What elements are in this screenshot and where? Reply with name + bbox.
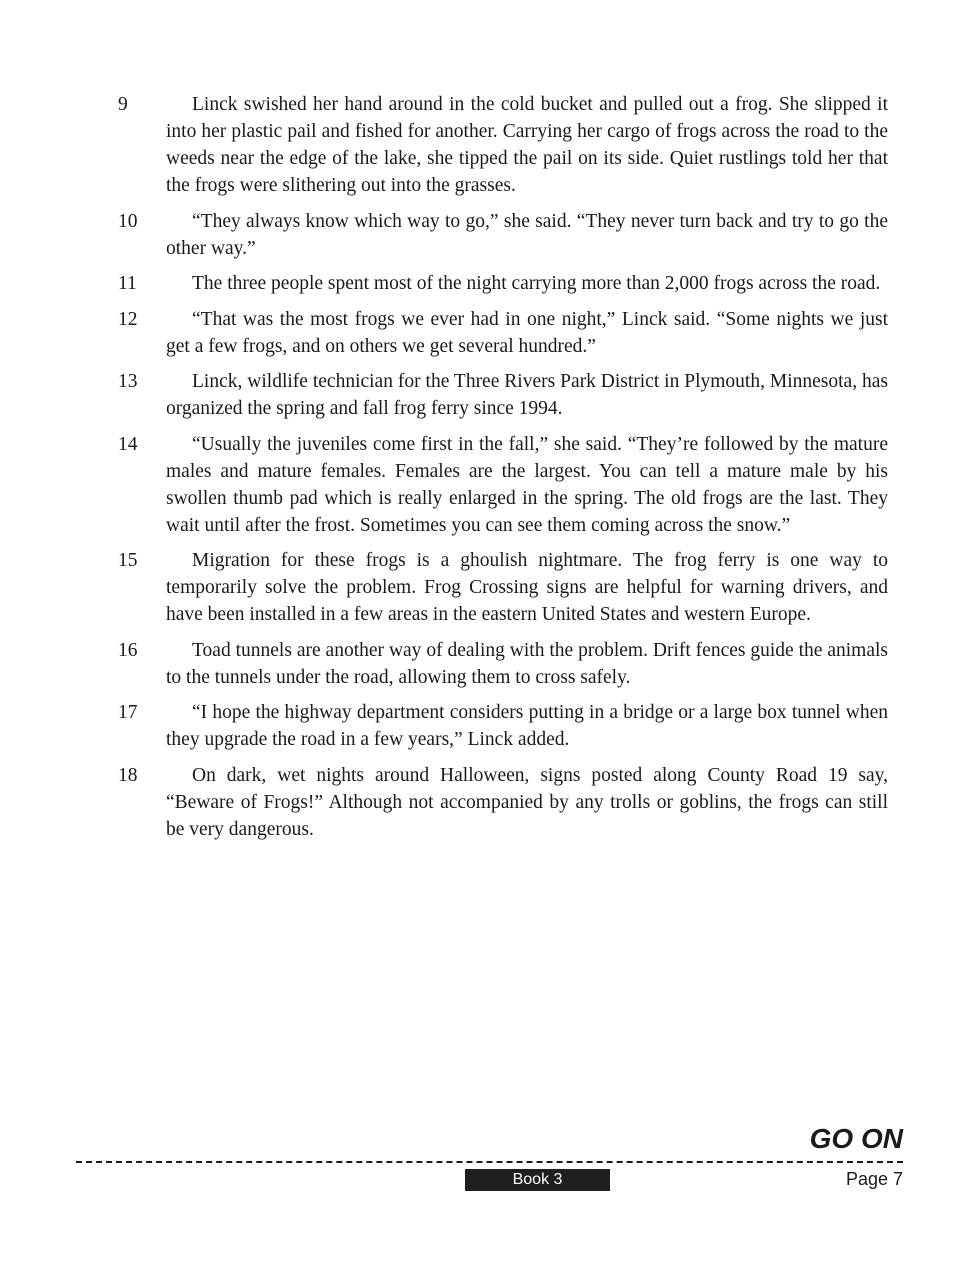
paragraph-text: The three people spent most of the night carrying more than 2,000 frogs across the road. xyxy=(192,273,881,294)
paragraph xyxy=(118,431,888,539)
footer-divider xyxy=(76,1161,903,1163)
paragraph xyxy=(118,762,888,843)
paragraph xyxy=(118,699,888,753)
paragraph-text: “Usually the juveniles come first in the fall,” she said. “They’re followed by the mature males and mature females. Females are the largest. You can tell a mature male by his swollen thumb pad which is really enlarged in the spring. The old frogs are the last. They wait until after the frost. Sometimes you can see them coming across the snow.” xyxy=(166,433,888,536)
paragraph-number: 9 xyxy=(118,94,128,115)
paragraph-number: 16 xyxy=(118,639,138,661)
paragraph-text: Linck, wildlife technician for the Three Rivers Park District in Plymouth, Minnesota, has organized the spring and fall frog ferry since 1994. xyxy=(166,371,888,419)
paragraph-number: 10 xyxy=(118,210,138,232)
paragraph-text: “That was the most frogs we ever had in one night,” Linck said. “Some nights we just get a few frogs, and on others we get several hundred.” xyxy=(166,308,888,357)
book-label: Book 3 xyxy=(465,1169,610,1191)
paragraph-text: “They always know which way to go,” she said. “They never turn back and try to go the other way.” xyxy=(166,210,888,259)
paragraph xyxy=(118,208,888,262)
paragraph-number: 15 xyxy=(118,550,138,571)
page-number: Page 7 xyxy=(845,1169,903,1189)
paragraph-text: Toad tunnels are another way of dealing with the problem. Drift fences guide the animals to the tunnels under the road, allowing them to cross safely. xyxy=(166,639,888,688)
paragraph-text: Linck swished her hand around in the cold bucket and pulled out a frog. She slipped it into her plastic pail and fished for another. Carrying her cargo of frogs across the road to the weeds near the edge of the lake, she tipped the pail on its side. Quiet rustlings told her that the frogs were slithering out into the grasses. xyxy=(166,94,888,196)
paragraph-number: 13 xyxy=(118,371,138,392)
paragraph xyxy=(118,91,888,199)
paragraph-number: 17 xyxy=(118,702,138,723)
paragraph xyxy=(118,270,888,297)
paragraph-text: “I hope the highway department considers putting in a bridge or a large box tunnel when they upgrade the road in a few years,” Linck added. xyxy=(166,702,888,750)
paragraph-text: On dark, wet nights around Halloween, signs posted along County Road 19 say, “Beware of Frogs!” Although not accompanied by any trolls or goblins, the frogs can still be very dangerous. xyxy=(166,764,888,840)
paragraph xyxy=(118,306,888,360)
go-on-label: GO ON xyxy=(809,1123,903,1154)
paragraph-number: 11 xyxy=(118,273,137,294)
paragraph-number: 12 xyxy=(118,308,138,330)
paragraph xyxy=(118,547,888,628)
paragraph xyxy=(118,637,888,691)
article-body xyxy=(118,91,888,851)
paragraph-text: Migration for these frogs is a ghoulish nightmare. The frog ferry is one way to temporarily solve the problem. Frog Crossing signs are helpful for warning drivers, and have been installed in a few areas in the eastern United States and western Europe. xyxy=(166,550,888,625)
paragraph-number: 14 xyxy=(118,433,138,455)
paragraph-number: 18 xyxy=(118,764,138,786)
paragraph xyxy=(118,368,888,422)
